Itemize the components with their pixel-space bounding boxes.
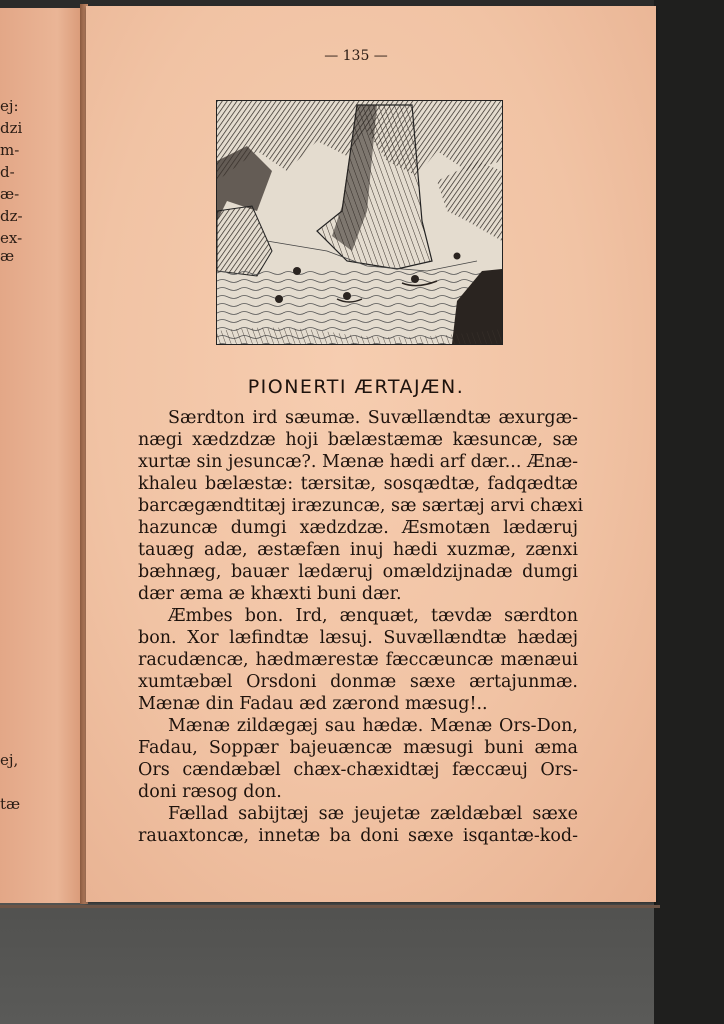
- left-page-fragment: tæ: [0, 795, 21, 813]
- left-page-fragment: æ-: [0, 185, 20, 203]
- book-page: [86, 6, 656, 902]
- text-line: Æmbes bon. Ird, ænquæt, tævdæ særdton: [168, 606, 578, 626]
- left-page-fragment: m-: [0, 141, 20, 159]
- text-line: rauaxtoncæ, innetæ ba doni sæxe isqantæ-kod-: [138, 826, 578, 846]
- left-page: [0, 8, 82, 903]
- scanner-edge: [654, 0, 724, 1024]
- text-line: Særdton ird sæumæ. Suvællændtæ æxurgæ-: [168, 408, 578, 428]
- text-line: bæhnæg, bauær lædæruj omældzijnadæ dumgi: [138, 562, 578, 582]
- text-line: Fadau, Soppær bajeuæncæ mæsugi buni æma: [138, 738, 578, 758]
- left-page-fragment: dz-: [0, 207, 23, 225]
- left-page-fragment: d-: [0, 163, 15, 181]
- text-line: nægi xædzdzæ hoji bælæstæmæ kæsuncæ, sæ: [138, 430, 578, 450]
- text-line: tauæg adæ, æstæfæn inuj hædi xuzmæ, zænxi: [138, 540, 578, 560]
- left-page-fragment: ex-: [0, 229, 23, 247]
- text-line: bon. Xor læfindtæ læsuj. Suvællændtæ hædæj: [138, 628, 578, 648]
- page-number: — 135 —: [324, 48, 388, 64]
- text-line: Ors cændæbæl chæx-chæxidtæj fæccæuj Ors-: [138, 760, 578, 780]
- text-line: xurtæ sin jesuncæ?. Mænæ hædi arf dær... Ænæ-: [138, 452, 579, 472]
- text-line: doni ræsog don.: [138, 782, 282, 802]
- chapter-title: PIONERTI ÆRTAJÆN.: [247, 376, 465, 398]
- text-line: Fællad sabijtæj sæ jeujetæ zældæbæl sæxe: [168, 804, 578, 824]
- left-page-fragment: dzi: [0, 119, 23, 137]
- text-line: dær æma æ khæxti buni dær.: [138, 584, 402, 604]
- book-bottom-edge: [0, 905, 660, 908]
- left-page-fragment: æ: [0, 247, 15, 265]
- engraving-image: [217, 101, 502, 344]
- left-page-fragment: ej:: [0, 97, 19, 115]
- text-line: barcægændtitæj iræzuncæ, sæ særtæj arvi chæxi: [138, 496, 584, 516]
- left-page-fragment: ej,: [0, 751, 19, 769]
- text-line: Mænæ din Fadau æd zærond mæsug!..: [138, 694, 488, 714]
- text-line: racudæncæ, hædmærestæ fæccæuncæ mænæui: [138, 650, 578, 670]
- text-line: Mænæ zildægæj sau hædæ. Mænæ Ors-Don,: [168, 716, 578, 736]
- text-line: khaleu bælæstæ: tærsitæ, sosqædtæ, fadqædtæ: [138, 474, 578, 494]
- text-line: hazuncæ dumgi xædzdzæ. Æsmotæn lædæruj: [138, 518, 578, 538]
- body-text: [138, 407, 584, 847]
- illustration: [216, 100, 503, 345]
- text-line: xumtæbæl Orsdoni donmæ sæxe ærtajunmæ.: [138, 672, 578, 692]
